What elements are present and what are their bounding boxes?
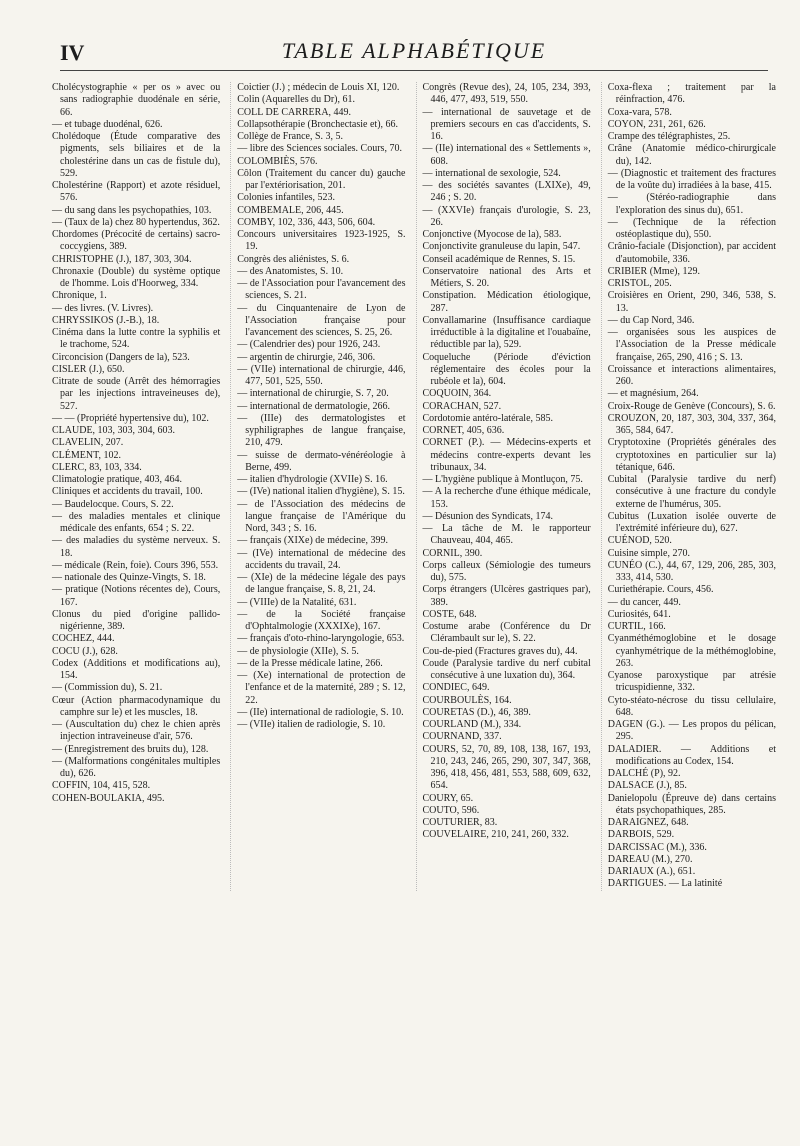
index-entry: Danielopolu (Épreuve de) dans certains états psychopathiques, 285. <box>607 792 776 816</box>
index-entry: Coxa-flexa ; traitement par la réinfraction, 476. <box>607 82 776 106</box>
index-entry: — international de dermatologie, 266. <box>237 400 390 412</box>
index-entry: Cholestérine (Rapport) et azote résiduel, 576. <box>52 180 221 204</box>
index-entry: COURNAND, 337. <box>422 731 502 743</box>
index-entry: — organisées sous les auspices de l'Association de la Presse médicale française, 265, 290, 416 ; S. 13. <box>607 327 776 363</box>
index-entry: — de physiologie (XIIe), S. 5. <box>237 645 359 657</box>
index-entry: Codex (Additions et modifications au), 154. <box>52 657 221 681</box>
index-entry: — et magnésium, 264. <box>607 388 699 400</box>
index-entry: — des Anatomistes, S. 10. <box>237 265 344 277</box>
index-entry: Circoncision (Dangers de la), 523. <box>52 351 190 363</box>
index-entry: Corps calleux (Sémiologie des tumeurs du), 575. <box>422 559 591 583</box>
index-entry: Collapsothérapie (Bronchectasie et), 66. <box>237 118 399 130</box>
index-entry: — (Diagnostic et traitement des fractures de la voûte du) irradiées à la base, 415. <box>607 167 776 191</box>
index-entry: Coqueluche (Période d'éviction réglementaire des écoles pour la rubéole et la), 604. <box>422 351 591 387</box>
index-entry: — (Stéréo-radiographie dans l'exploration des sinus du), 651. <box>607 192 776 216</box>
index-entry: — des maladies du système nerveux. S. 18. <box>52 535 221 559</box>
index-entry: — — (Propriété hypertensive du), 102. <box>52 412 209 424</box>
index-entry: — Désunion des Syndicats, 174. <box>422 510 554 522</box>
index-entry: — nationale des Quinze-Vingts, S. 18. <box>52 572 206 583</box>
index-entry: COLL DE CARRERA, 449. <box>237 106 352 118</box>
index-entry: Concours universitaires 1923-1925, S. 19. <box>237 229 406 253</box>
index-entry: — du sang dans les psychopathies, 103. <box>52 204 212 216</box>
index-entry: — des livres. (V. Livres). <box>52 302 154 314</box>
index-entry: CUÉNOD, 520. <box>607 535 672 547</box>
index-entry: Climatologie pratique, 403, 464. <box>52 474 182 485</box>
index-entry: Convallamarine (Insuffisance cardiaque irréductible à la digitaline et l'ouabaïne, réductible par la), 529. <box>422 314 591 351</box>
index-entry: — (Malformations congénitales multiples du), 626. <box>52 755 221 779</box>
index-entry: Congrès (Revue des), 24, 105, 234, 393, 446, 477, 493, 519, 550. <box>422 82 591 106</box>
index-entry: Croix-Rouge de Genève (Concours), S. 6. <box>607 400 776 412</box>
index-entry: COMBY, 102, 336, 443, 506, 604. <box>237 216 376 228</box>
index-entry: — Baudelocque. Cours, S. 22. <box>52 498 174 510</box>
index-entry: DARCISSAC (M.), 336. <box>607 841 707 853</box>
index-entry: CORACHAN, 527. <box>422 400 502 412</box>
page-header <box>52 26 776 70</box>
index-entry: — (IVe) national italien d'hygiène), S. 15. <box>237 486 405 498</box>
index-entry: — italien d'hydrologie (XVIIe) S. 16. <box>237 474 388 485</box>
index-entry: Cholédoque (Étude comparative des pigments, sels biliaires et de la cholestérine dans un cas de fistule du), 529. <box>52 131 221 179</box>
index-column-3 <box>416 82 591 891</box>
index-entry: — français d'oto-rhino-laryngologie, 653. <box>237 633 405 645</box>
index-entry: COUVELAIRE, 210, 241, 260, 332. <box>422 829 569 841</box>
index-entry: COFFIN, 104, 415, 528. <box>52 780 151 792</box>
index-entry: Colonies infantiles, 523. <box>237 192 336 204</box>
index-entry: Conjonctive (Myocose de la), 583. <box>422 229 562 240</box>
page-number: IV <box>60 40 85 65</box>
index-entry: CONDIEC, 649. <box>422 682 490 694</box>
index-entry: Chronaxie (Double) du système optique de l'homme. Lois d'Hoorweg, 334. <box>52 265 221 289</box>
index-entry: COURLAND (M.), 334. <box>422 719 522 730</box>
index-entry: COHEN-BOULAKIA, 495. <box>52 792 165 804</box>
index-entry: Chordomes (Précocité de certains) sacro-coccygiens, 389. <box>52 229 221 253</box>
index-entry: CHRYSSIKOS (J.-B.), 18. <box>52 314 160 326</box>
index-entry: — La tâche de M. le rapporteur Chauveau, 404, 465. <box>422 523 591 547</box>
index-entry: Cuisine simple, 270. <box>607 547 690 559</box>
index-column-4 <box>601 82 776 891</box>
index-entry: Constipation. Médication étiologique, 287. <box>422 290 591 314</box>
index-entry: Chronique, 1. <box>52 290 107 302</box>
index-entry: — international de sauvetage et de premiers secours en cas d'accidents, S. 16. <box>422 106 591 142</box>
index-entry: DALCHÉ (P), 92. <box>607 768 681 779</box>
index-entry: — A la recherche d'une éthique médicale, 153. <box>422 486 591 510</box>
index-entry: Cubital (Paralysie tardive du nerf) consécutive à une fracture du condyle externe de l'humérus, 305. <box>607 474 776 510</box>
index-entry: — français (XIXe) de médecine, 399. <box>237 535 389 547</box>
index-entry: Coude (Paralysie tardive du nerf cubital consécutive à une luxation du), 364. <box>422 657 591 681</box>
index-entry: CORNET, 405, 636. <box>422 425 505 436</box>
index-entry: COUTURIER, 83. <box>422 817 498 828</box>
index-entry: — des sociétés savantes (LXIXe), 49, 246 ; S. 20. <box>422 180 591 204</box>
index-entry: COCU (J.), 628. <box>52 645 118 657</box>
index-entry: — et tubage duodénal, 626. <box>52 118 163 130</box>
index-entry: Collège de France, S. 3, 5. <box>237 131 344 142</box>
index-entry: — argentin de chirurgie, 246, 306. <box>237 351 376 363</box>
index-entry: — libre des Sciences sociales. Cours, 70. <box>237 143 402 155</box>
index-entry: — (XXVIe) français d'urologie, S. 23, 26. <box>422 204 591 228</box>
header-rule <box>60 70 768 71</box>
index-entry: Crânio-faciale (Disjonction), par accident d'automobile, 336. <box>607 241 776 265</box>
index-entry: CLAUDE, 103, 303, 304, 603. <box>52 425 176 436</box>
index-entry: Costume arabe (Conférence du Dr Clérambault sur le), S. 22. <box>422 621 591 645</box>
index-columns <box>52 82 776 891</box>
index-entry: Conjonctivite granuleuse du lapin, 547. <box>422 241 581 253</box>
index-entry: — du Cinquantenaire de Lyon de l'Association française pour l'avancement des sciences, S. 25, 26. <box>237 302 406 338</box>
index-entry: DAGEN (G.). — Les propos du pélican, 295. <box>607 719 776 743</box>
index-entry: Cœur (Action pharmacodynamique du camphre sur le) et les muscles, 18. <box>52 694 221 718</box>
index-entry: Cyanméthémoglobine et le dosage cyanhymétrique de la méthémoglobine, 263. <box>607 633 776 669</box>
index-entry: Croissance et interactions alimentaires, 260. <box>607 363 776 387</box>
index-entry: — du Cap Nord, 346. <box>607 314 695 326</box>
index-entry: COMBEMALE, 206, 445. <box>237 204 344 216</box>
index-entry: — de la Société française d'Ophtalmologie (XXXIXe), 167. <box>237 608 406 632</box>
index-entry: Curiethérapie. Cours, 456. <box>607 584 714 596</box>
index-entry: Clonus du pied d'origine pallido-nigérienne, 389. <box>52 608 221 632</box>
index-entry: — (Calendrier des) pour 1926, 243. <box>237 339 381 351</box>
index-entry: — (IIIe) des dermatologistes et syphiligraphes de langue française, 210, 479. <box>237 412 406 449</box>
index-entry: — (VIIIe) de la Natalité, 631. <box>237 596 357 608</box>
index-entry: Coxa-vara, 578. <box>607 106 672 118</box>
index-entry: Cholécystographie « per os » avec ou sans radiographie duodénale en série, 66. <box>52 82 221 118</box>
index-entry: — des maladies mentales et clinique médicale des enfants, 654 ; S. 22. <box>52 510 221 534</box>
page-title: TABLE ALPHABÉTIQUE <box>281 38 547 63</box>
index-entry: CORNET (P.). — Médecins-experts et médecins contre-experts devant les tribunaux, 34. <box>422 437 591 473</box>
index-entry: COQUOIN, 364. <box>422 388 492 400</box>
index-entry: Corps étrangers (Ulcères gastriques par), 389. <box>422 584 591 608</box>
index-column-2 <box>230 82 405 891</box>
index-entry: — de la Presse médicale latine, 266. <box>237 657 383 669</box>
index-entry: DARIAUX (A.), 651. <box>607 866 696 877</box>
index-entry: — médicale (Rein, foie). Cours 396, 553. <box>52 559 219 571</box>
index-entry: — pratique (Notions récentes de), Cours, 167. <box>52 584 221 608</box>
index-entry: — L'hygiène publique à Montluçon, 75. <box>422 474 583 485</box>
index-entry: — (Auscultation du) chez le chien après injection intraveineuse d'air, 576. <box>52 719 221 743</box>
index-entry: — (Taux de la) chez 80 hypertendus, 362. <box>52 216 220 228</box>
index-entry: COCHEZ, 444. <box>52 633 115 645</box>
index-entry: COURETAS (D.), 46, 389. <box>422 706 531 718</box>
index-entry: Crampe des télégraphistes, 25. <box>607 131 731 142</box>
index-entry: CURTIL, 166. <box>607 621 666 632</box>
index-entry: DARBOIS, 529. <box>607 829 675 841</box>
index-entry: CRIBIER (Mme), 129. <box>607 265 700 277</box>
index-entry: Côlon (Traitement du cancer du) gauche par l'extériorisation, 201. <box>237 167 406 191</box>
index-entry: — (Enregistrement des bruits du), 128. <box>52 743 209 755</box>
index-entry: DALADIER. — Additions et modifications au Codex, 154. <box>607 743 776 767</box>
index-entry: Cyto-stéato-nécrose du tissu cellulaire, 648. <box>607 694 776 718</box>
index-entry: — (Commission du), S. 21. <box>52 682 163 694</box>
index-entry: Coictier (J.) ; médecin de Louis XI, 120. <box>237 82 400 93</box>
index-entry: — (Technique de la réfection ostéoplastique du), 550. <box>607 216 776 240</box>
index-entry: COURS, 52, 70, 89, 108, 138, 167, 193, 210, 243, 246, 265, 290, 307, 347, 368, 396, 418, 456, 481, 553, 588, 609, 632, 654. <box>422 743 591 792</box>
index-entry: Cliniques et accidents du travail, 100. <box>52 486 203 498</box>
index-entry: Colin (Aquarelles du Dr), 61. <box>237 94 356 106</box>
index-entry: Cinéma dans la lutte contre la syphilis et le trachome, 524. <box>52 327 221 351</box>
index-entry: Cyanose paroxystique par atrésie tricuspidienne, 332. <box>607 670 776 694</box>
index-entry: COLOMBIÈS, 576. <box>237 155 318 167</box>
index-entry: CORNIL, 390. <box>422 547 483 559</box>
index-entry: DARAIGNEZ, 648. <box>607 817 689 828</box>
index-entry: COSTE, 648. <box>422 608 477 620</box>
index-entry: CLÉMENT, 102. <box>52 449 121 461</box>
index-entry: COYON, 231, 261, 626. <box>607 118 706 130</box>
index-entry: COURY, 65. <box>422 792 474 804</box>
index-entry: Conservatoire national des Arts et Métiers, S. 20. <box>422 265 591 289</box>
index-entry: CROUZON, 20, 187, 303, 304, 337, 364, 365, 584, 647. <box>607 412 776 436</box>
index-entry: — (IIe) international des « Settlements », 608. <box>422 143 591 167</box>
index-entry: CHRISTOPHE (J.), 187, 303, 304. <box>52 253 192 265</box>
index-entry: — (VIIe) italien de radiologie, S. 10. <box>237 719 386 730</box>
index-entry: Congrès des aliénistes, S. 6. <box>237 253 350 265</box>
index-entry: Cou-de-pied (Fractures graves du), 44. <box>422 645 578 657</box>
index-entry: — suisse de dermato-vénéréologie à Berne, 499. <box>237 449 406 473</box>
index-entry: — (VIIe) international de chirurgie, 446, 477, 501, 525, 550. <box>237 363 406 387</box>
index-entry: CRISTOL, 205. <box>607 278 672 289</box>
index-entry: CUNÉO (C.), 44, 67, 129, 206, 285, 303, 333, 414, 530. <box>607 559 776 583</box>
index-entry: COURBOULÈS, 164. <box>422 694 512 706</box>
index-entry: Crâne (Anatomie médico-chirurgicale du), 142. <box>607 143 776 167</box>
index-column-1 <box>52 82 220 891</box>
index-entry: — (Xe) international de protection de l'enfance et de la maternité, 289 ; S. 12, 22. <box>237 670 406 706</box>
index-entry: Cordotomie antéro-latérale, 585. <box>422 412 554 424</box>
index-entry: Curiosités, 641. <box>607 608 671 620</box>
index-entry: DAREAU (M.), 270. <box>607 853 693 865</box>
index-entry: Conseil académique de Rennes, S. 15. <box>422 253 576 265</box>
index-entry: — de l'Association des médecins de langue française de l'Amérique du Nord, 343 ; S. 16. <box>237 498 406 534</box>
index-entry: DARTIGUES. — La latinité <box>607 878 723 890</box>
index-entry: CLERC, 83, 103, 334. <box>52 461 142 473</box>
index-entry: COUTO, 596. <box>422 804 480 816</box>
index-entry: Citrate de soude (Arrêt des hémorragies par les injections intraveineuses de), 527. <box>52 376 221 412</box>
index-entry: — du cancer, 449. <box>607 596 681 608</box>
index-entry: Cryptotoxine (Propriétés générales des cryptotoxines en particulier sur la) tétanique, 646. <box>607 437 776 473</box>
index-entry: Croisières en Orient, 290, 346, 538, S. 13. <box>607 290 776 314</box>
index-entry: Cubitus (Luxation isolée ouverte de l'extrémité inférieure du), 627. <box>607 510 776 534</box>
index-entry: CISLER (J.), 650. <box>52 363 125 375</box>
index-entry: — (IIe) international de radiologie, S. 10. <box>237 706 404 718</box>
index-entry: — (XIe) de la médecine légale des pays de langue française, S. 8, 21, 24. <box>237 572 406 596</box>
index-entry: CLAVELIN, 207. <box>52 437 124 449</box>
index-entry: DALSACE (J.), 85. <box>607 780 687 792</box>
index-entry: — international de chirurgie, S. 7, 20. <box>237 388 389 400</box>
index-entry: — (IVe) international de médecine des accidents du travail, 24. <box>237 547 406 571</box>
index-entry: — international de sexologie, 524. <box>422 167 561 179</box>
index-entry: — de l'Association pour l'avancement des sciences, S. 21. <box>237 278 406 302</box>
